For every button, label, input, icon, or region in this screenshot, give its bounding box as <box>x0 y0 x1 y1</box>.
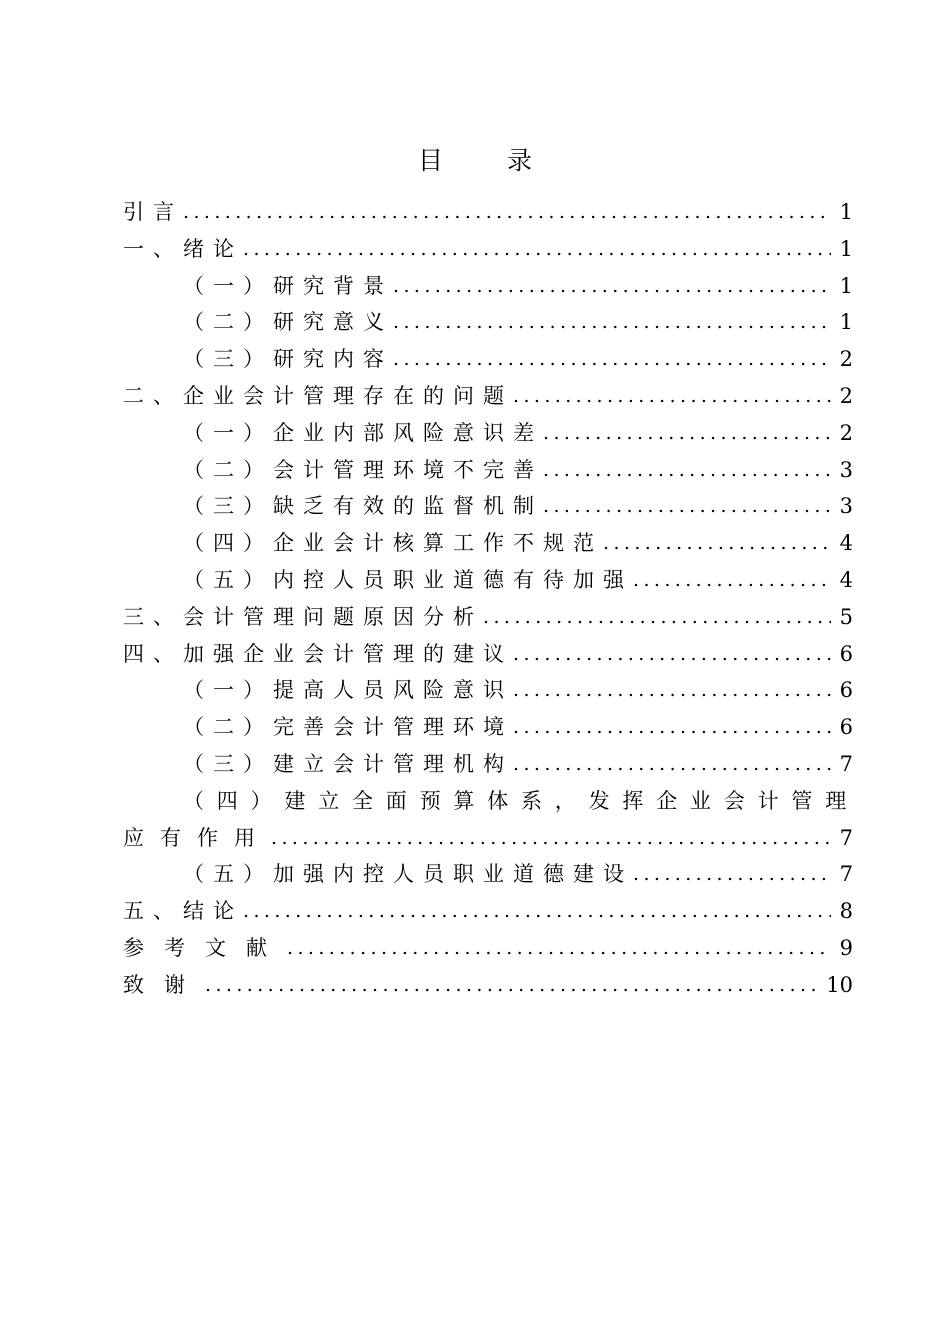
toc-entry-page: 2 <box>839 347 853 372</box>
toc-subentry[interactable] <box>123 268 853 305</box>
toc-entry-title: （一）研究背景 <box>183 273 393 298</box>
toc-entry[interactable] <box>123 231 853 268</box>
toc-entry[interactable] <box>123 194 853 231</box>
toc-subentry[interactable] <box>123 856 853 893</box>
toc-leader-dots <box>243 893 831 930</box>
toc-entry-title: （四）建立全面预算体系，发挥企业会计管理 <box>183 788 859 813</box>
toc-subentry[interactable] <box>123 562 853 599</box>
toc-subentry-wrapped-line2[interactable] <box>123 820 853 857</box>
toc-leader-dots <box>393 341 831 378</box>
toc-leader-dots <box>393 304 831 341</box>
toc-entry-title-continued: 应有作用 <box>123 825 271 850</box>
toc-entry-title: 三、会计管理问题原因分析 <box>123 604 483 629</box>
toc-entry[interactable] <box>123 930 853 967</box>
toc-subentry[interactable] <box>123 525 853 562</box>
toc-entry-title: 二、企业会计管理存在的问题 <box>123 383 513 408</box>
toc-subentry[interactable] <box>123 709 853 746</box>
toc-entry-page: 1 <box>839 310 853 335</box>
toc-leader-dots <box>543 452 831 489</box>
toc-leader-dots <box>513 378 831 415</box>
table-of-contents <box>123 194 859 1004</box>
toc-leader-dots <box>513 709 831 746</box>
toc-entry-title: （三）缺乏有效的监督机制 <box>183 494 543 519</box>
toc-entry-title: （四）企业会计核算工作不规范 <box>183 531 603 556</box>
toc-entry[interactable] <box>123 967 853 1004</box>
toc-entry-title: （一）企业内部风险意识差 <box>183 420 543 445</box>
toc-entry-page: 7 <box>839 751 853 776</box>
toc-entry-title: 参考文献 <box>123 935 287 960</box>
toc-leader-dots <box>633 856 831 893</box>
toc-entry-page: 4 <box>839 567 853 592</box>
toc-entry-page: 1 <box>839 200 853 224</box>
toc-entry-page: 4 <box>839 531 853 556</box>
toc-entry-page: 9 <box>839 935 853 960</box>
toc-leader-dots <box>513 636 831 673</box>
toc-entry-page: 6 <box>839 678 853 703</box>
toc-leader-dots <box>205 967 818 1004</box>
toc-entry-title: （三）研究内容 <box>183 347 393 372</box>
toc-title: 目 录 <box>418 146 560 175</box>
toc-subentry[interactable] <box>123 415 853 452</box>
toc-entry-page: 6 <box>839 715 853 740</box>
toc-entry-page: 5 <box>839 604 853 629</box>
toc-entry-page: 2 <box>839 383 853 408</box>
toc-subentry[interactable] <box>123 488 853 525</box>
toc-entry-title: （一）提高人员风险意识 <box>183 678 513 703</box>
toc-entry-page: 2 <box>839 420 853 445</box>
toc-entry-title: 一、绪论 <box>123 236 243 261</box>
toc-leader-dots <box>287 930 831 967</box>
toc-leader-dots <box>271 820 831 857</box>
toc-entry-page: 1 <box>839 236 853 261</box>
toc-entry-page: 7 <box>839 862 853 887</box>
toc-entry-page: 3 <box>839 457 853 482</box>
toc-entry-title: （五）加强内控人员职业道德建设 <box>183 862 633 887</box>
toc-entry-title: （二）会计管理环境不完善 <box>183 457 543 482</box>
toc-entry-title: 四、加强企业会计管理的建议 <box>123 641 513 666</box>
toc-leader-dots <box>543 415 831 452</box>
toc-subentry[interactable] <box>123 341 853 378</box>
toc-leader-dots <box>243 231 831 268</box>
toc-entry-page: 7 <box>839 825 853 850</box>
toc-subentry[interactable] <box>123 746 853 783</box>
toc-subentry[interactable] <box>123 672 853 709</box>
toc-entry-title: 致谢 <box>123 972 205 997</box>
toc-subentry[interactable] <box>123 304 853 341</box>
toc-entry[interactable] <box>123 893 853 930</box>
toc-leader-dots <box>543 488 831 525</box>
toc-subentry-wrapped-line1[interactable] <box>123 783 859 820</box>
toc-entry-page: 8 <box>839 899 853 924</box>
toc-leader-dots <box>513 746 831 783</box>
toc-leader-dots <box>483 599 831 636</box>
toc-entry[interactable] <box>123 599 853 636</box>
toc-leader-dots <box>183 194 831 231</box>
toc-entry-page: 3 <box>839 494 853 519</box>
toc-entry-title: （二）完善会计管理环境 <box>183 715 513 740</box>
toc-entry-page: 6 <box>839 641 853 666</box>
toc-entry-title: 引言 <box>123 200 183 224</box>
toc-subentry[interactable] <box>123 452 853 489</box>
toc-leader-dots <box>513 672 831 709</box>
toc-entry-title: （三）建立会计管理机构 <box>183 751 513 776</box>
toc-entry-title: 五、结论 <box>123 899 243 924</box>
toc-leader-dots <box>633 562 831 599</box>
toc-entry[interactable] <box>123 636 853 673</box>
toc-leader-dots <box>393 268 831 305</box>
toc-entry[interactable] <box>123 378 853 415</box>
toc-leader-dots <box>603 525 831 562</box>
toc-entry-title: （二）研究意义 <box>183 310 393 335</box>
toc-entry-page: 10 <box>826 972 853 997</box>
toc-entry-title: （五）内控人员职业道德有待加强 <box>183 567 633 592</box>
toc-entry-page: 1 <box>839 273 853 298</box>
